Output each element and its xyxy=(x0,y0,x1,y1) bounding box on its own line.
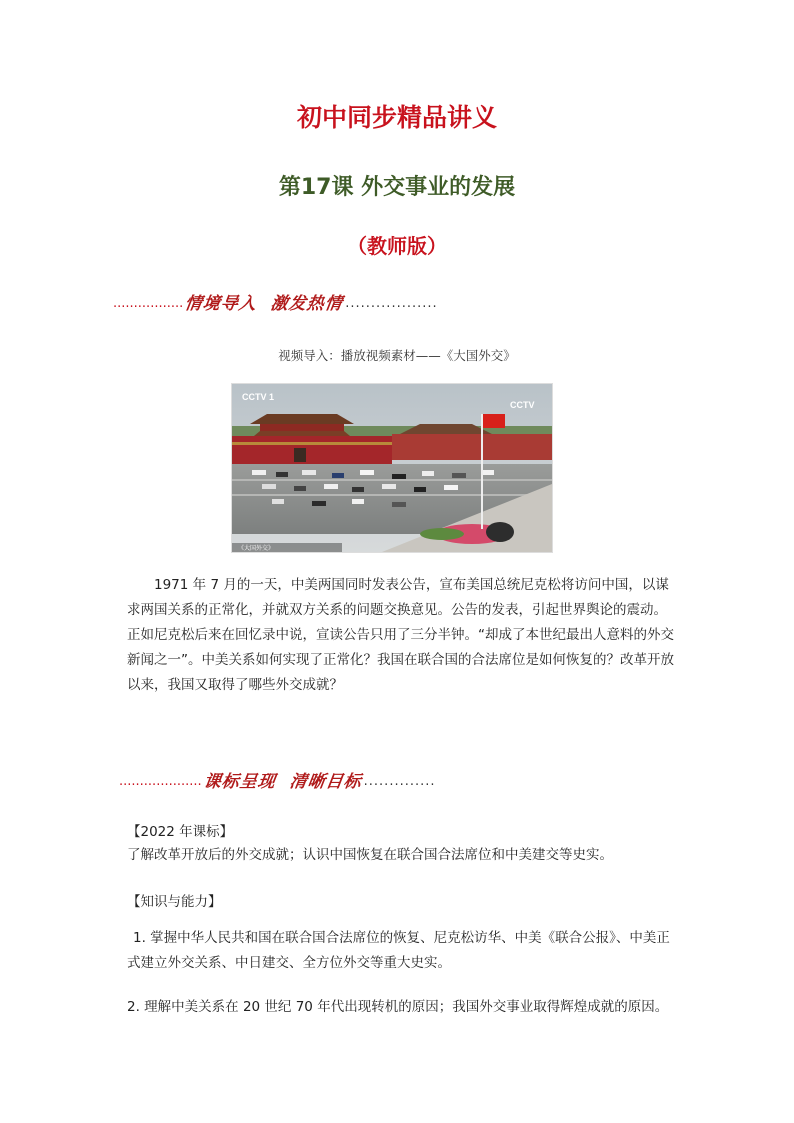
dotted-leader-right: ·················· xyxy=(345,300,438,315)
section-heading-text: 情境导入 激发热情 xyxy=(183,294,345,314)
dotted-leader-right: ·············· xyxy=(363,778,436,793)
intro-paragraph: 1971 年 7 月的一天，中美两国同时发表公告，宣布美国总统尼克松将访问中国，以谋求两国关系的正常化，并就双方关系的问题交换意见。公告的发表，引起世界舆论的震动。正如尼克松后来在回忆录中说，宣读公告只用了三分半钟。“却成了本世纪最出人意料的外交新闻之一”。中美关系如何实现了正常化？我国在联合国的合法席位是如何恢复的？改革开放以来，我国又取得了哪些外交成就？ xyxy=(127,577,674,693)
section-heading-intro xyxy=(113,290,438,314)
lesson-title: 第17课 外交事业的发展 xyxy=(278,175,516,200)
document-title: 初中同步精品讲义 xyxy=(296,103,497,132)
dotted-leader-left: ················· xyxy=(113,300,184,315)
edition-label: （教师版） xyxy=(347,234,447,258)
dotted-leader-left: ···················· xyxy=(119,778,202,793)
section-heading-text: 课标呈现 清晰目标 xyxy=(201,772,363,792)
knowledge-label: 【知识与能力】 xyxy=(127,894,222,910)
knowledge-item-1: 1. 掌握中华人民共和国在联合国合法席位的恢复、尼克松访华、中美《联合公报》、中美正式建立外交关系、中日建交、全方位外交等重大史实。 xyxy=(127,930,670,971)
cctv-logo-right: CCTV xyxy=(510,400,535,410)
video-subtitle-strip: 《大国外交》 xyxy=(238,546,275,552)
knowledge-item-2: 2. 理解中美关系在 20 世纪 70 年代出现转机的原因；我国外交事业取得辉煌成就的原因。 xyxy=(127,999,669,1015)
cctv-logo-left: CCTV 1 xyxy=(242,392,275,402)
tiananmen-photo xyxy=(231,383,553,553)
standard-text: 了解改革开放后的外交成就；认识中国恢复在联合国合法席位和中美建交等史实。 xyxy=(127,847,613,863)
standard-label: 【2022 年课标】 xyxy=(127,824,234,840)
video-caption: 视频导入：播放视频素材——《大国外交》 xyxy=(278,348,516,363)
section-heading-standards xyxy=(119,768,436,792)
